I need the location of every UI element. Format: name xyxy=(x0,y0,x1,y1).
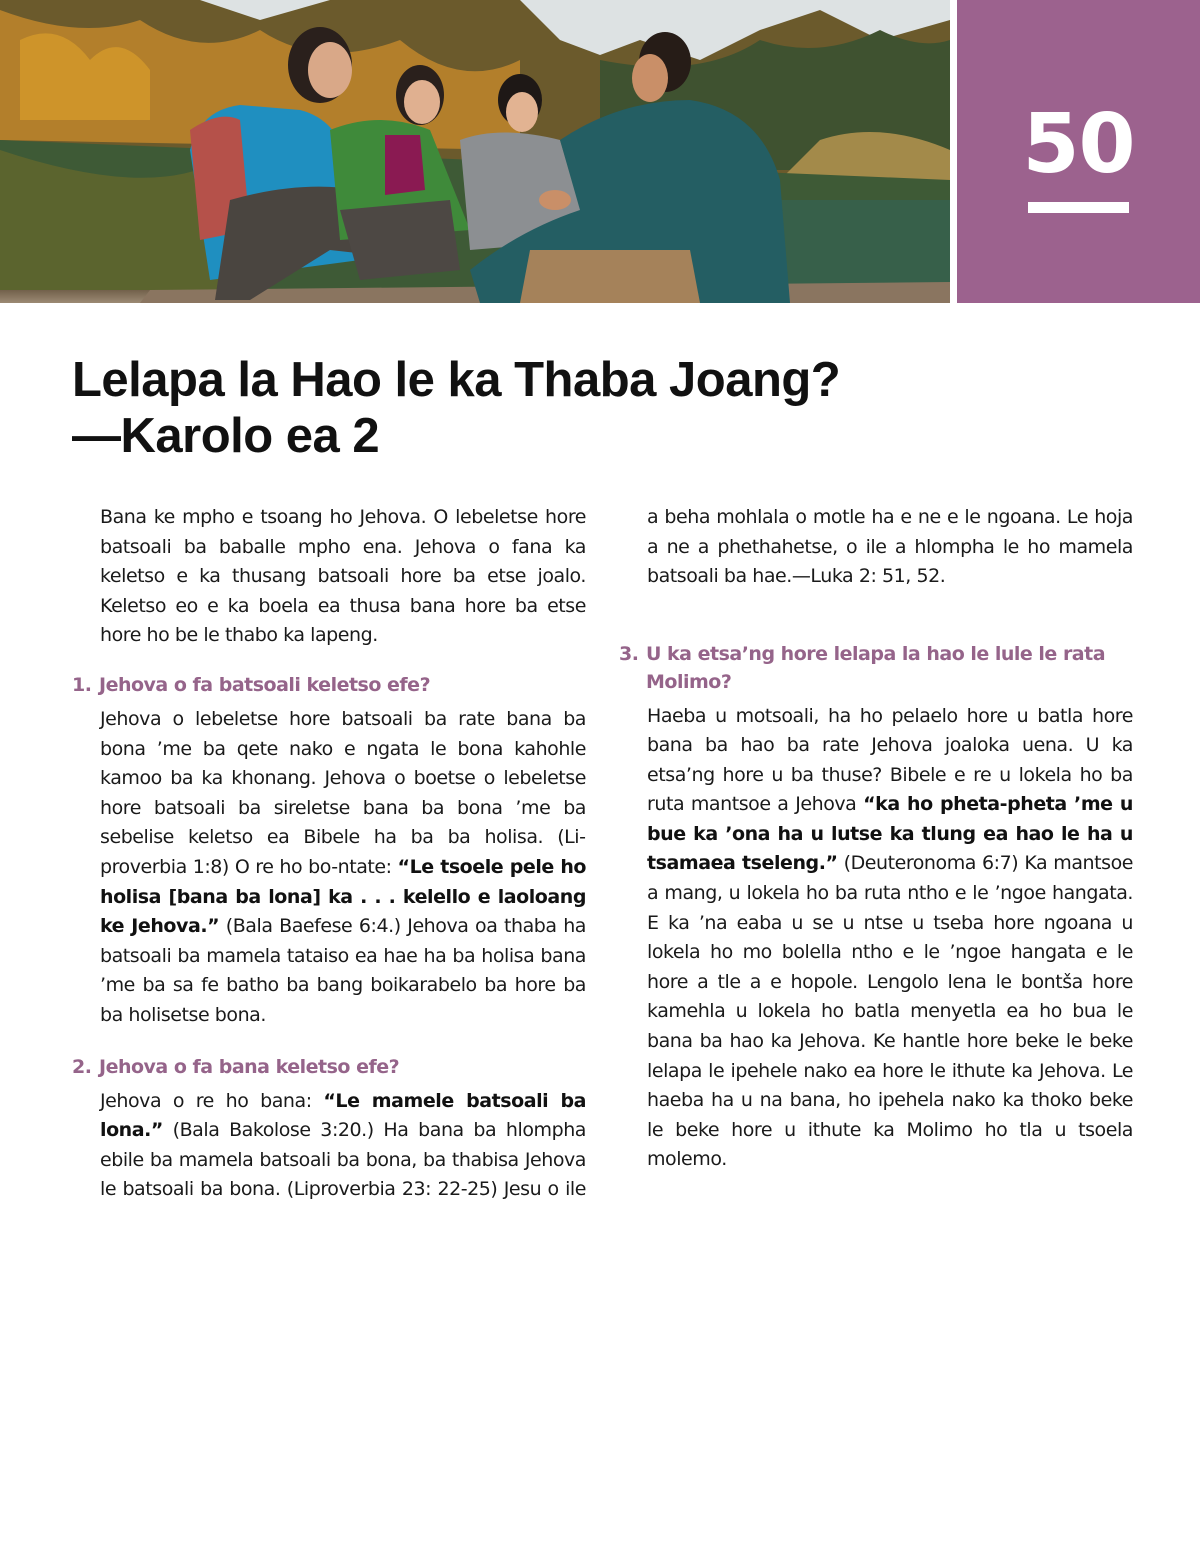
lesson-number-underline xyxy=(1028,202,1129,213)
question-3-heading xyxy=(619,640,1133,696)
section-2-clip-left xyxy=(72,1087,586,1206)
section-3-text-b: (Deuteronoma 6:7) Ka mantsoe a mang, u lokela ho ba ruta ntho e le ’ngoe hangata. E ka ’na eaba u se u ntse u tseba hore ngoana u lokela ho mo bolella ntho e le ’ngoe hangata e le hore a tle a e hopole. Lengolo lena le bontša hore kamehla u lokela ho batla menyetla ea ho bua le bana ba hao ka Jehova. Ke hantle hore beke le beke lelapa le ipehele nako ea hore le ithute ka Jehova. Le haeba ha u na bana, ho ipehela nako ka thoko beke le beke hore u ithute ka Molimo ho tla u tsoela molemo. xyxy=(647,852,1133,1171)
lesson-number-badge xyxy=(957,0,1200,303)
question-2-text: Jehova o fa bana keletso efe? xyxy=(99,1055,400,1078)
section-1-quote: “Le tsoele pele ho holisa [bana ba lona] ka . . . kelello e laoloang ke Jehova.” xyxy=(100,855,587,938)
section-2-continuation xyxy=(619,503,1133,622)
section-3-quote: “ka ho pheta-pheta ’me u bue ka ’ona ha u lutse ka tlung ea hao le ha u tsamaea tseleng.” xyxy=(647,793,1133,875)
left-column xyxy=(72,503,586,1205)
lesson-number: 50 xyxy=(1022,97,1135,192)
section-1-paragraph xyxy=(100,705,586,1031)
section-2-paragraph-continued xyxy=(647,503,1133,592)
question-1-text: Jehova o fa batsoali keletso efe? xyxy=(99,673,431,696)
page-title xyxy=(72,352,1132,464)
section-2-text-b-cont: a beha mohlala o motle ha e ne e le ngoana. Le hoja a ne a phethahetse, o ile a hlompha le ho mamela batsoali ba hae.—Luka 2: 51, 52. xyxy=(647,505,1133,588)
question-3-number: 3. xyxy=(619,642,639,665)
hero-photo xyxy=(0,0,950,303)
page-title-line-1: Lelapa la Hao le ka Thaba Joang? xyxy=(72,353,841,407)
section-2-paragraph xyxy=(100,1087,586,1206)
question-1-heading xyxy=(72,671,586,699)
question-1-number: 1. xyxy=(72,673,92,696)
family-photo-illustration xyxy=(0,0,950,303)
page-title-line-2: —Karolo ea 2 xyxy=(72,409,380,463)
section-3-paragraph xyxy=(647,702,1133,1176)
question-3-text: U ka etsa’ng hore lelapa la hao le lule le rata Molimo? xyxy=(646,642,1106,693)
section-2-quote: “Le mamele batsoali ba lona.” xyxy=(100,1089,586,1142)
question-2-heading xyxy=(72,1053,586,1081)
question-2-number: 2. xyxy=(72,1055,92,1078)
section-3-text-a: Haeba u motsoali, ha ho pelaelo hore u batla hore bana ba hao ba rate Jehova joaloka uena. U ka etsa’ng hore u ba thuse? Bibele e re u lokela ho ba ruta mantsoe a Jehova xyxy=(647,704,1133,816)
section-1-text-b: (Bala Baefese 6:4.) Jehova oa thaba ha batsoali ba mamela tataiso ea hae ha ba holisa bana ’me ba sa fe batho ba bang boikarabelo ba hore ba ba holisetse bona. xyxy=(100,915,586,1026)
right-column xyxy=(619,503,1133,1175)
section-2-text-b: (Bala Bakolose 3:20.) Ha bana ba hlompha ebile ba mamela batsoali ba bona, ba thabisa Jehova le batsoali ba bona. (Liproverbia 23: 22-25) Jesu o ile xyxy=(100,1119,586,1201)
section-2-text-a: Jehova o re ho bana: xyxy=(100,1089,324,1112)
intro-paragraph: Bana ke mpho e tsoang ho Jehova. O lebeletse hore batsoali ba baballe mpho ena. Jehova o fana ka keletso e ka thusang batsoali hore ba etse joalo. Keletso eo e ka boela ea thusa bana hore ba etse hore ho be le thabo ka lapeng. xyxy=(100,506,586,647)
section-1-text-a: Jehova o lebeletse hore batsoali ba rate bana ba bona ’me ba qete nako e ngata le bona kahohle kamoo ba ka khonang. Jehova o boetse o lebeletse hore batsoali ba sireletse bana ba bona ’me ba sebelise keletso ea Bibele ha ba ba holisa. (Liproverbia 1:8) O re ho bo-ntate: xyxy=(100,707,586,878)
